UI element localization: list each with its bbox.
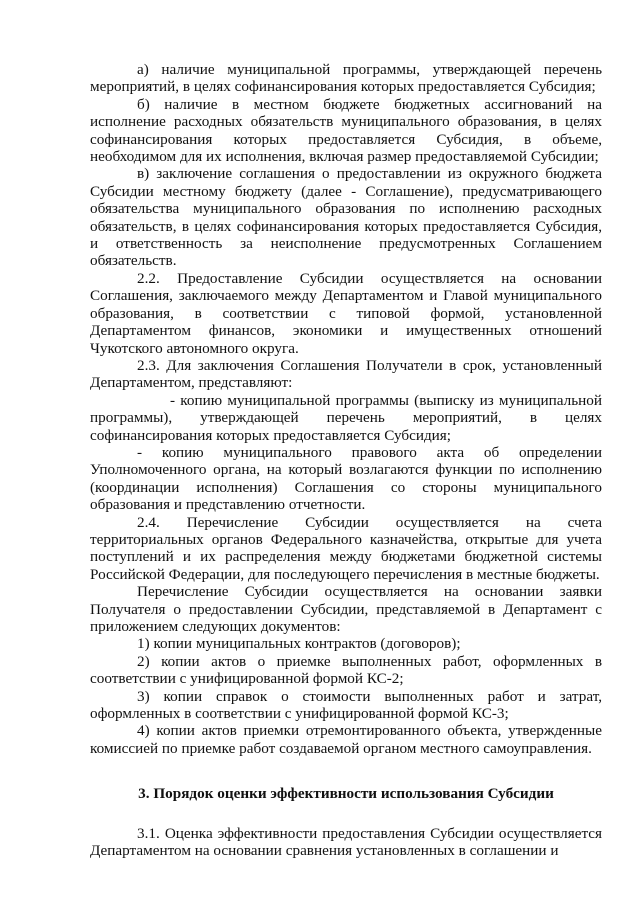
paragraph-2-2: 2.2. Предоставление Субсидии осуществляется на основании Соглашения, заключаемого между Департаментом и Главой муниципального образования, в соответствии с типовой формой, установленной Департаментом финансов, экономики и имущественных отношений Чукотского автономного округа. [90, 269, 602, 357]
paragraph-3-1: 3.1. Оценка эффективности предоставления Субсидии осуществляется Департаментом на основании сравнения установленных в соглашении и [90, 824, 602, 860]
paragraph-transfer-request: Перечисление Субсидии осуществляется на основании заявки Получателя о предоставлении Субсидии, представляемой в Департамент с приложением следующих документов: [90, 583, 602, 635]
list-item-4: 4) копии актов приемки отремонтированного объекта, утвержденные комиссией по приемке работ создаваемой органом местного самоуправления. [90, 722, 602, 757]
list-item-2: 2) копии актов о приемке выполненных работ, оформленных в соответствии с унифицированной формой КС-2; [90, 652, 602, 688]
list-item-3: 3) копии справок о стоимости выполненных работ и затрат, оформленных в соответствии с унифицированной формой КС-3; [90, 687, 602, 723]
list-item-1: 1) копии муниципальных контрактов (договоров); [137, 635, 461, 653]
paragraph-a: а) наличие муниципальной программы, утверждающей перечень мероприятий, в целях софинансирования которых предоставляется Субсидия; [90, 61, 602, 96]
section-heading: 3. Порядок оценки эффективности использования Субсидии [138, 785, 554, 803]
list-item-program-copy: - копию муниципальной программы (выписку из муниципальной программы), утверждающей перечень мероприятий, в целях софинансирования которых предоставляется Субсидия; [90, 391, 602, 444]
paragraph-2-3: 2.3. Для заключения Соглашения Получатели в срок, установленный Департаментом, представляют: [90, 356, 602, 392]
list-item-legal-act-copy: - копию муниципального правового акта об определении Уполномоченного органа, на который возлагаются функции по исполнению (координации исполнения) Соглашения со стороны муниципального образования и представлению отчетности. [90, 443, 602, 514]
paragraph-2-4: 2.4. Перечисление Субсидии осуществляется на счета территориальных органов Федерального казначейства, открытые для учета поступлений и их распределения между бюджетами бюджетной системы Российской Федерации, для последующего перечисления в местные бюджеты. [90, 513, 602, 583]
paragraph-v: в) заключение соглашения о предоставлении из окружного бюджета Субсидии местному бюджету (далее - Соглашение), предусматривающего обязательства муниципального образования по исполнению расходных обязательств, в целях софинансирования которых предоставляется Субсидия, и ответственность за неисполнение предусмотренных Соглашением обязательств. [90, 165, 602, 270]
paragraph-b: б) наличие в местном бюджете бюджетных ассигнований на исполнение расходных обязательств муниципального образования, в целях софинансирования которых предоставляется Субсидия, в объеме, необходимом для их исполнения, включая размер предоставляемой Субсидии; [90, 95, 602, 166]
